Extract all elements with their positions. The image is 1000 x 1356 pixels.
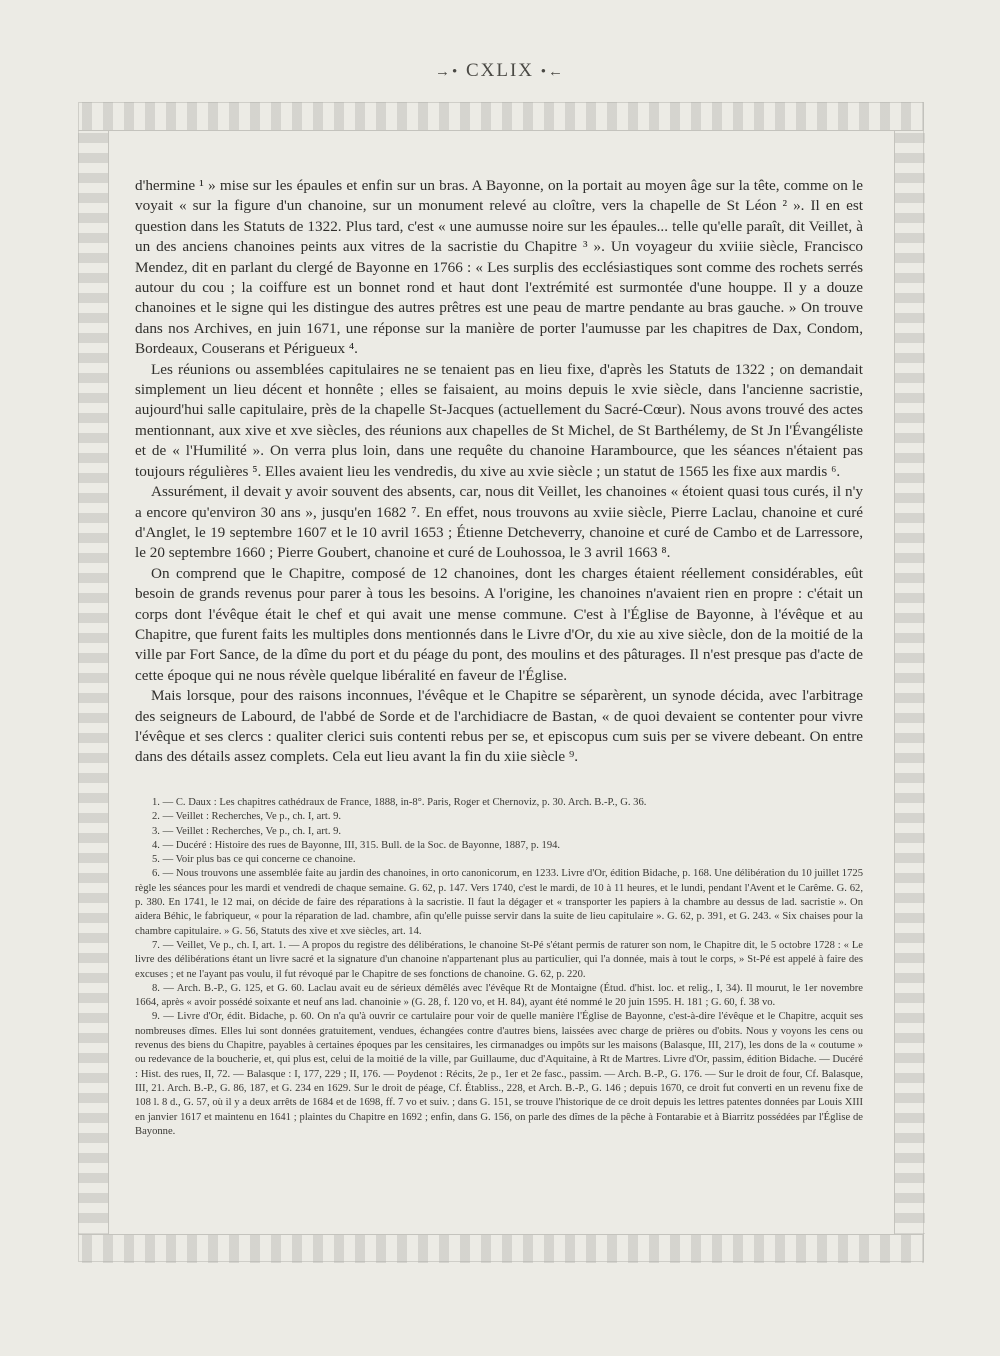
- footnote: 2. — Veillet : Recherches, Ve p., ch. I, art. 9.: [152, 811, 342, 823]
- ornament-right-icon: •←: [540, 64, 566, 80]
- page-number-header: [0, 60, 1000, 82]
- body-text: [135, 176, 863, 768]
- body-paragraph: Mais lorsque, pour des raisons inconnues, l'évêque et le Chapitre se séparèrent, un synode décida, avec l'arbitrage des seigneurs de Labourd, de l'abbé de Sorde et de l'archidiacre de Bastan, « de quoi devaient se contenter pour vivre l'évêque et ses clercs : qualiter clerici suis contenti rebus per se, et episcopus cum suis per se vivere debeant. On entre dans des détails assez complets. Cela eut lieu avant la fin du xiie siècle ⁹.: [135, 687, 863, 766]
- footnote: 7. — Veillet, Ve p., ch. I, art. 1. — A propos du registre des délibérations, le chanoine St-Pé s'étant permis de raturer son nom, le Chapitre dit, le 5 octobre 1728 : « Le livre des délibérations étant un livre sacré et la signature d'un chanoine n'appartenant plus au particulier, qui l'a donnée, mais à tout le corps, » St-Pé est appelé à faire des excuses ; et ne l'ayant pas voulu, il fut révoqué par le Chapitre de ses fonctions de chanoine. G. 62, p. 220.: [135, 939, 863, 980]
- body-paragraph: On comprend que le Chapitre, composé de 12 chanoines, dont les charges étaient réellement considérables, eût besoin de grands revenus pour parer à tous les besoins. A l'origine, les chanoines n'avaient rien en propre : c'était un corps dont l'évêque était le chef et qui avait une mense commune. C'est à l'Église de Bayonne, à l'évêque et au Chapitre, que furent faits les multiples dons mentionnés dans le Livre d'Or, du xie au xive siècle, don de la moitié de la ville par Fort Sance, de la dîme du port et du péage du pont, des moulins et des pâturages. Il n'est presque pas d'acte de cette époque qui ne nous révèle quelque libéralité en faveur de l'Église.: [135, 564, 863, 684]
- footnote: 8. — Arch. B.-P., G. 125, et G. 60. Laclau avait eu de sérieux démêlés avec l'évêque Rt de Montaigne (Étud. d'hist. loc. et relig., I, 34). Il mourut, le 1er novembre 1664, après « avoir possédé soixante et neuf ans lad. chanoinie » (G. 28, f. 120 vo, et H. 84), ayant été nommé le 20 juin 1595. H. 181 ; G. 60, f. 38 vo.: [135, 982, 863, 1009]
- footnote: 3. — Veillet : Recherches, Ve p., ch. I, art. 9.: [152, 825, 342, 837]
- footnote: 9. — Livre d'Or, édit. Bidache, p. 60. On n'a qu'à ouvrir ce cartulaire pour voir de quelle manière l'Église de Bayonne, c'est-à-dire l'évêque et le Chapitre, acquit ses nombreuses dîmes. Elles lui sont données gratuitement, vendues, échangées contre d'autres biens, laissées avec charge de prières ou d'obits. Nous y voyons les cens ou revenus des biens du Chapitre, payables à certaines époques par les censitaires, les cirmanadges ou impôts sur les maisons (Balasque, III, 217), les dons de la « coutume » ou redevance de la boucherie, et, qui plus est, celui de la moitié de la ville, par Guillaume, duc d'Aquitaine, à Rt de Martres. Livre d'Or, passim, édition Bidache. — Ducéré : Hist. des rues, II, 72. — Balasque : I, 177, 229 ; II, 176. — Poydenot : Récits, 2e p., 1er et 2e fasc., passim. — Arch. B.-P., G. 176. — Sur le droit de four, Cf. Balasque, III, 21. Arch. B.-P., G. 86, 187, et G. 234 en 1629. Sur le droit de péage, Cf. Établiss., 228, et Arch. B.-P., G. 146 ; depuis 1670, ce droit fut converti en un revenu fixe de 108 l. 8 d., G. 57, où il y a deux arrêts de 1684 et de 1698, ff. 7 vo et suiv. ; dans G. 151, se trouve l'historique de ce droit depuis les lettres patentes données par Louis XIII en janvier 1617 et maintenu en 1641 ; plaintes du Chapitre en 1692 ; enfin, dans G. 156, on parle des dîmes de la pêche à Fontarabie et à Biarritz possédées par l'Église de Bayonne.: [135, 1011, 863, 1137]
- footnote: 1. — C. Daux : Les chapitres cathédraux de France, 1888, in-8°. Paris, Roger et Chernoviz, p. 30. Arch. B.-P., G. 36.: [152, 797, 647, 808]
- frame-border-top: [78, 102, 924, 131]
- body-paragraph: Assurément, il devait y avoir souvent des absents, car, nous dit Veillet, les chanoines « étoient quasi tous curés, il n'y a encore qu'environ 30 ans », jusqu'en 1682 ⁷. En effet, nous trouvons au xviie siècle, Pierre Laclau, chanoine et curé d'Anglet, le 19 septembre 1607 et le 10 avril 1653 ; Étienne Detcheverry, chanoine et curé de Cambo et de Larressore, le 20 septembre 1660 ; Pierre Goubert, chanoine et curé de Louhossoa, le 3 avril 1663 ⁸.: [135, 483, 863, 562]
- footnote: 4. — Ducéré : Histoire des rues de Bayonne, III, 315. Bull. de la Soc. de Bayonne, 1887, p. 194.: [152, 839, 561, 851]
- footnote: 5. — Voir plus bas ce qui concerne ce chanoine.: [152, 854, 356, 866]
- footnote: 6. — Nous trouvons une assemblée faite au jardin des chanoines, in orto canonicorum, en 1233. Livre d'Or, édition Bidache, p. 168. Une délibération du 10 juillet 1725 règle les séances pour les mardi et vendredi de chaque semaine. G. 62, p. 147. Vers 1740, c'est le mardi, de 10 à 11 heures, et le lundi, pendant l'Avent et le Carême. G. 62, p. 380. En 1741, le 12 mai, on décide de faire des réparations à la sacristie. Il faut la dégager et « transporter les papiers à la chambre au dessus de lad. sacristie ». On aidera Béhic, le fabriqueur, « pour la réparation de lad. chambre, afin qu'elle puisse servir dans la suite de lieu capitulaire ». G. 62, p. 391, et G. 243. « Six chaises pour la chambre capitulaire. » G. 56, Statuts des xive et xve siècles, art. 14.: [135, 868, 863, 937]
- footnotes: [135, 796, 863, 1139]
- page-number: CXLIX: [465, 60, 535, 81]
- frame-border-left: [78, 130, 109, 1234]
- body-paragraph: Les réunions ou assemblées capitulaires ne se tenaient pas en lieu fixe, d'après les Statuts de 1322 ; on demandait simplement un lieu décent et honnête ; elles se faisaient, au moins depuis le xvie siècle, dans l'ancienne sacristie, aujourd'hui salle capitulaire, près de la chapelle St-Jacques (actuellement du Sacré-Cœur). Nous avons trouvé des actes mentionnant, aux xive et xve siècles, des réunions aux chapelles de St Michel, de St Barthélemy, de St Jn l'Évangéliste et de « l'Humilité ». On verra plus loin, dans une requête du chanoine Harambource, que les séances n'étaient pas toujours régulières ⁵. Elles avaient lieu les vendredis, du xive au xvie siècle ; un statut de 1565 les fixe aux mardis ⁶.: [135, 360, 863, 480]
- frame-border-bottom: [78, 1234, 924, 1263]
- ornament-left-icon: →•: [434, 64, 460, 80]
- body-paragraph: d'hermine ¹ » mise sur les épaules et enfin sur un bras. A Bayonne, on la portait au moyen âge sur la tête, comme on le voyait « sur la figure d'un chanoine, sur un monument relevé au cloître, vers la chapelle de St Léon ² ». Il en est question dans les Statuts de 1322. Plus tard, c'est « une aumusse noire sur les épaules... telle qu'elle paraît, dit Veillet, à un des anciens chanoines peints aux vitres de la sacristie du Chapitre ³ ». Un voyageur du xviiie siècle, Francisco Mendez, dit en parlant du clergé de Bayonne en 1766 : « Les surplis des ecclésiastiques sont comme des rochets serrés autour du cou ; la coiffure est un bonnet rond et haut dont l'extrémité est surmontée d'une houppe. Il y a douze chanoines et le signe qui les distingue des autres prêtres est une peau de martre pendante au bras gauche. » On trouve dans nos Archives, en juin 1671, une réponse sur la manière de porter l'aumusse par les chapitres de Dax, Condom, Bordeaux, Couserans et Périgueux ⁴.: [135, 177, 863, 358]
- frame-border-right: [894, 130, 925, 1234]
